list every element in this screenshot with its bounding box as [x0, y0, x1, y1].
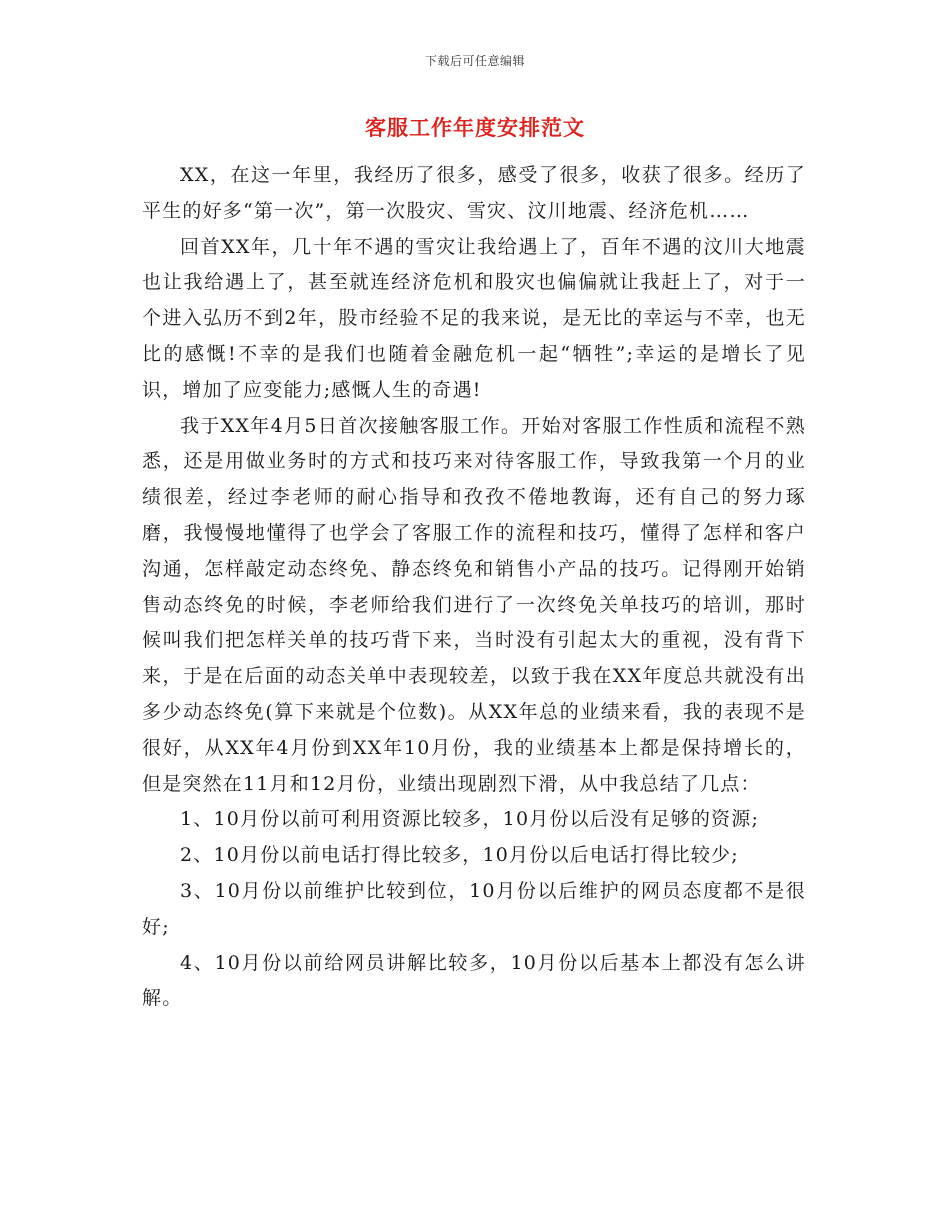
paragraph-review: 回首XX年，几十年不遇的雪灾让我给遇上了，百年不遇的汶川大地震也让我给遇上了，甚至就连经济危机和股灾也偏偏就让我赶上了，对于一个进入弘历不到2年，股市经验不足的我来说，是无比的幸运与不幸，也无比的感慨!不幸的是我们也随着金融危机一起“牺牲”;幸运的是增长了见识，增加了应变能力;感慨人生的奇遇! [142, 235, 806, 401]
document-title: 客服工作年度安排范文 [365, 115, 585, 140]
paragraph-intro: XX，在这一年里，我经历了很多，感受了很多，收获了很多。经历了平生的好多“第一次”，第一次股灾、雪灾、汶川地震、经济危机…… [142, 164, 806, 222]
list-item-point-3: 3、10月份以前维护比较到位，10月份以后维护的网员态度都不是很好; [142, 879, 806, 938]
paragraph-work-summary: 我于XX年4月5日首次接触客服工作。开始对客服工作性质和流程不熟悉，还是用做业务时的方式和技巧来对待客服工作，导致我第一个月的业绩很差，经过李老师的耐心指导和孜孜不倦地教诲，还有自己的努力琢磨，我慢慢地懂得了也学会了客服工作的流程和技巧，懂得了怎样和客户沟通，怎样敲定动态终免、静态终免和销售小产品的技巧。记得刚开始销售动态终免的时候，李老师给我们进行了一次终免关单技巧的培训，那时候叫我们把怎样关单的技巧背下来，当时没有引起太大的重视，没有背下来，于是在后面的动态关单中表现较差，以致于我在XX年度总共就没有出多少动态终免(算下来就是个位数)。从XX年总的业绩来看，我的表现不是很好，从XX年4月份到XX年10月份，我的业绩基本上都是保持增长的，但是突然在11月和12月份，业绩出现剧烈下滑，从中我总结了几点： [142, 414, 806, 795]
list-item-point-2: 2、10月份以前电话打得比较多，10月份以后电话打得比较少; [180, 844, 739, 867]
list-item-point-4: 4、10月份以前给网员讲解比较多，10月份以后基本上都没有怎么讲解。 [142, 951, 806, 1010]
list-item-point-1: 1、10月份以前可利用资源比较多，10月份以后没有足够的资源; [180, 808, 760, 831]
document-body [142, 158, 806, 1017]
header-note: 下载后可任意编辑 [424, 54, 525, 68]
